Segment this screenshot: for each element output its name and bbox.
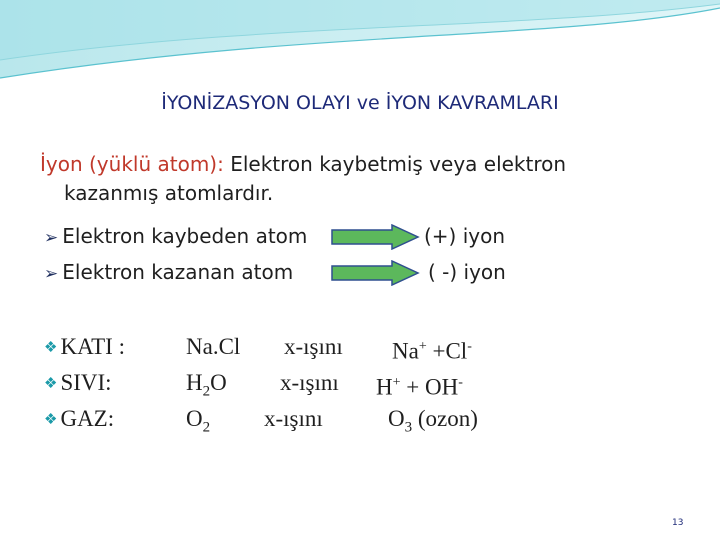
products: $O_3$ (ozon)	[388, 406, 478, 436]
substance: $O_2$	[186, 406, 211, 436]
substance: $H_2O$	[186, 370, 227, 400]
arrowhead-bullet-icon: ➢	[44, 264, 59, 284]
header-decoration	[0, 0, 720, 90]
bullet-item	[44, 221, 307, 251]
diamond-bullet-icon: ❖	[44, 340, 58, 356]
bullet-item	[44, 257, 293, 287]
substance: Na.Cl	[186, 334, 241, 359]
bullet-text: Elektron kaybeden atom	[62, 224, 308, 248]
definition-text-line2: kazanmış atomlardır.	[64, 181, 274, 205]
diamond-bullet-icon: ❖	[44, 412, 58, 428]
ion-result: (+) iyon	[424, 224, 506, 248]
state-row-label: ❖ SIVI:	[44, 370, 112, 395]
slide-title: İYONİZASYON OLAYI ve İYON KAVRAMLARI	[161, 92, 559, 114]
definition-text-line1: Elektron kaybetmiş veya elektron	[223, 152, 567, 176]
right-arrow-icon	[330, 260, 420, 286]
products: Na+ +Cl-	[392, 338, 472, 364]
definition-term: İyon (yüklü atom):	[40, 152, 224, 176]
page-number: 13	[672, 518, 684, 528]
arrowhead-bullet-icon: ➢	[44, 228, 59, 248]
bullet-text: Elektron kazanan atom	[62, 260, 294, 284]
ray-label: x-ışını	[280, 370, 339, 395]
ray-label: x-ışını	[284, 334, 343, 359]
state-row-label: ❖ KATI :	[44, 334, 125, 359]
right-arrow-icon	[330, 224, 420, 250]
diamond-bullet-icon: ❖	[44, 376, 58, 392]
ion-result: ( -) iyon	[428, 260, 506, 284]
products: H+ + OH-	[376, 374, 463, 400]
definition-block	[40, 150, 690, 208]
ray-label: x-ışını	[264, 406, 323, 431]
state-row-label: ❖ GAZ:	[44, 406, 115, 431]
